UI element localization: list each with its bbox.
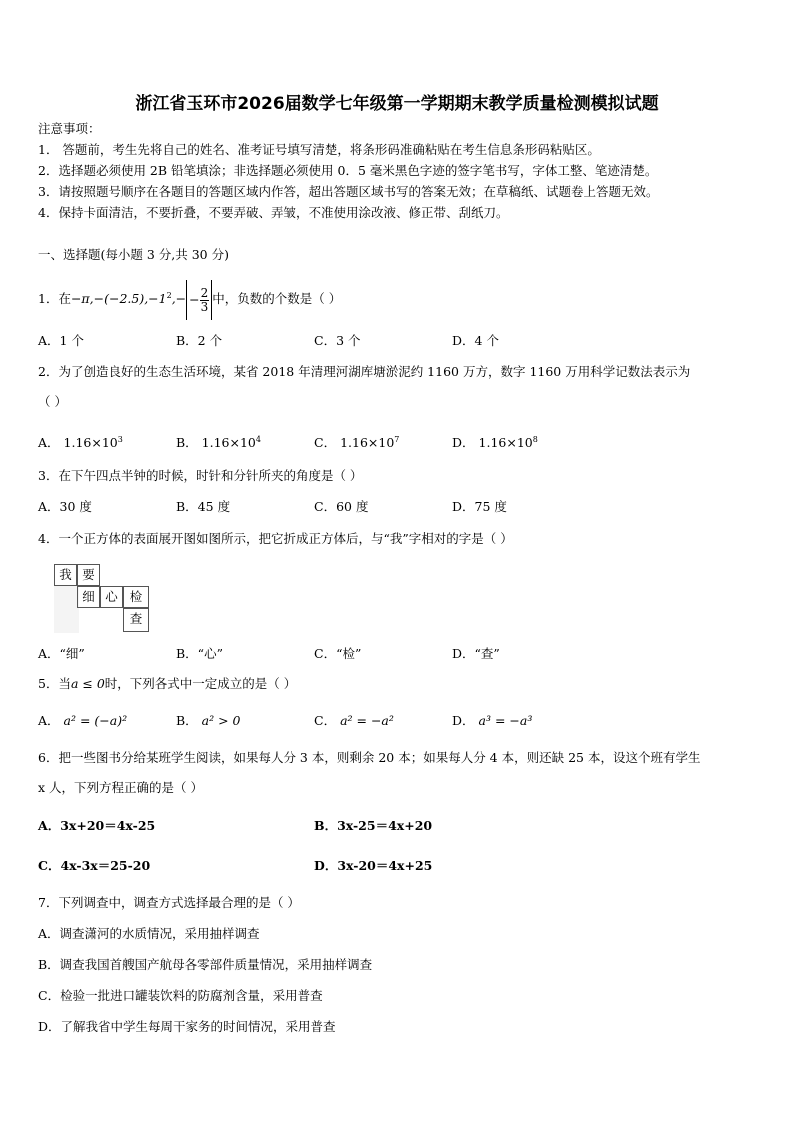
q5-option-b-label: B． bbox=[176, 713, 198, 728]
q2-option-c-exp: 7 bbox=[394, 435, 400, 444]
q2-option-a-label: A． bbox=[38, 435, 60, 451]
q3-option-d[interactable]: D．75 度 bbox=[452, 499, 507, 514]
page-title: 浙江省玉环市2026届数学七年级第一学期期末教学质量检测模拟试题 bbox=[135, 94, 659, 114]
q3-option-b[interactable]: B．45 度 bbox=[176, 499, 231, 514]
q1-option-d[interactable]: D．4 个 bbox=[452, 333, 499, 348]
notice-item: 3．请按照题号顺序在各题目的答题区域内作答，超出答题区域书写的答案无效；在草稿纸、试题卷上答题无效。 bbox=[38, 184, 659, 199]
q5-condition: a ≤ 0 bbox=[70, 676, 105, 691]
q1-separator: ,− bbox=[171, 291, 187, 307]
net-cell: 我 bbox=[54, 564, 77, 586]
q1-fraction bbox=[200, 287, 210, 314]
q5-option-c-label: C． bbox=[314, 713, 337, 728]
net-figure-shadow bbox=[54, 585, 79, 633]
q5-option-b[interactable] bbox=[176, 713, 241, 729]
question-4: 4．一个正方体的表面展开图如图所示，把它折成正方体后，与“我”字相对的字是（ ） bbox=[38, 531, 513, 546]
question-7: 7．下列调查中，调查方式选择最合理的是（ ） bbox=[38, 895, 300, 910]
q2-option-a-base: 1.16×10 bbox=[63, 435, 118, 451]
q1-option-b[interactable]: B．2 个 bbox=[176, 333, 223, 348]
q2-option-b-base: 1.16×10 bbox=[201, 435, 256, 451]
q6-option-c[interactable]: C．4x-3x＝25-20 bbox=[38, 858, 151, 873]
notice-item: 1． 答题前，考生先将自己的姓名、准考证号填写清楚，将条形码准确粘贴在考生信息条形码粘贴区。 bbox=[38, 142, 600, 157]
q4-option-b[interactable]: B．“心” bbox=[176, 646, 223, 661]
q4-option-a[interactable]: A．“细” bbox=[38, 646, 85, 661]
q5-prefix: 5．当 bbox=[38, 676, 71, 691]
net-cell: 检 bbox=[123, 586, 149, 608]
notice-heading: 注意事项： bbox=[38, 121, 101, 136]
question-5 bbox=[38, 676, 296, 692]
question-3: 3．在下午四点半钟的时候，时针和分针所夹的角度是（ ） bbox=[38, 468, 363, 483]
q2-option-b-label: B． bbox=[176, 435, 198, 451]
q7-option-c[interactable]: C．检验一批进口罐装饮料的防腐剂含量，采用普查 bbox=[38, 988, 323, 1003]
q5-option-a-label: A． bbox=[38, 713, 60, 728]
q5-option-d-label: D． bbox=[452, 713, 475, 728]
q2-option-d-base: 1.16×10 bbox=[478, 435, 533, 451]
net-cell: 要 bbox=[77, 564, 100, 586]
q2-option-a-exp: 3 bbox=[117, 435, 123, 444]
question-6: 6．把一些图书分给某班学生阅读，如果每人分 3 本，则剩余 20 本；如果每人分 4 本，则还缺 25 本，设这个班有学生 bbox=[38, 750, 701, 765]
q1-fraction-denominator: 3 bbox=[200, 299, 209, 314]
net-cell: 查 bbox=[123, 608, 149, 632]
q1-exponent: 2 bbox=[166, 291, 172, 300]
q3-option-c[interactable]: C．60 度 bbox=[314, 499, 369, 514]
q1-option-a[interactable]: A．1 个 bbox=[38, 333, 84, 348]
q2-option-c-base: 1.16×10 bbox=[340, 435, 395, 451]
q1-suffix: 中，负数的个数是（ ） bbox=[212, 291, 342, 307]
net-cell: 心 bbox=[100, 586, 123, 608]
notice-item: 2．选择题必须使用 2B 铅笔填涂；非选择题必须使用 0．5 毫米黑色字迹的签字笔书写，字体工整、笔迹清楚。 bbox=[38, 163, 658, 178]
q2-option-d-label: D． bbox=[452, 435, 475, 451]
q5-option-d[interactable] bbox=[452, 713, 532, 729]
q1-fraction-numerator: 2 bbox=[200, 285, 209, 300]
q2-option-c-label: C． bbox=[314, 435, 337, 451]
q2-option-d-exp: 8 bbox=[532, 435, 538, 444]
q4-option-d[interactable]: D．“查” bbox=[452, 646, 500, 661]
q5-option-d-expr: a³ = −a³ bbox=[478, 713, 533, 728]
q7-option-a[interactable]: A．调查潇河的水质情况，采用抽样调查 bbox=[38, 926, 260, 941]
q1-absolute-value: − $\frac{2}{3}$ bbox=[186, 280, 212, 320]
notice-item: 4．保持卡面清洁，不要折叠，不要弄破、弄皱，不准使用涂改液、修正带、刮纸刀。 bbox=[38, 205, 509, 220]
question-6-cont: x 人，下列方程正确的是（ ） bbox=[38, 780, 203, 795]
q6-option-a[interactable]: A．3x+20＝4x-25 bbox=[38, 818, 156, 833]
q2-option-b-exp: 4 bbox=[255, 435, 261, 444]
q6-option-b[interactable]: B．3x-25＝4x+20 bbox=[314, 818, 433, 833]
q7-option-b[interactable]: B．调查我国首艘国产航母各零部件质量情况，采用抽样调查 bbox=[38, 957, 373, 972]
net-cell: 细 bbox=[77, 586, 100, 608]
q3-option-a[interactable]: A．30 度 bbox=[38, 499, 92, 514]
q5-option-a-expr: a² = (−a)² bbox=[63, 713, 128, 728]
q5-option-b-expr: a² > 0 bbox=[201, 713, 241, 728]
question-2: 2．为了创造良好的生态生活环境，某省 2018 年清理河湖库塘淤泥约 1160 万方，数字 1160 万用科学记数法表示为 bbox=[38, 364, 691, 379]
q6-option-d[interactable]: D．3x-20＝4x+25 bbox=[314, 858, 433, 873]
q1-expression: −π,−(−2.5),−1 bbox=[70, 291, 167, 307]
q1-prefix: 1．在 bbox=[38, 291, 71, 307]
question-1 bbox=[38, 276, 341, 316]
question-2-cont: （ ） bbox=[38, 394, 67, 409]
q7-option-d[interactable]: D．了解我省中学生每周干家务的时间情况，采用普查 bbox=[38, 1019, 336, 1034]
q2-option-d[interactable] bbox=[452, 432, 538, 451]
q1-option-c[interactable]: C．3 个 bbox=[314, 333, 361, 348]
section-heading: 一、选择题(每小题 3 分,共 30 分) bbox=[38, 247, 229, 262]
q4-option-c[interactable]: C．“检” bbox=[314, 646, 362, 661]
q2-option-c[interactable] bbox=[314, 432, 399, 451]
q2-option-b[interactable] bbox=[176, 432, 261, 451]
q5-option-c[interactable] bbox=[314, 713, 394, 729]
q2-option-a[interactable] bbox=[38, 432, 123, 451]
q5-option-c-expr: a² = −a² bbox=[340, 713, 394, 728]
q5-suffix: 时，下列各式中一定成立的是（ ） bbox=[104, 676, 297, 691]
q5-option-a[interactable] bbox=[38, 713, 127, 729]
